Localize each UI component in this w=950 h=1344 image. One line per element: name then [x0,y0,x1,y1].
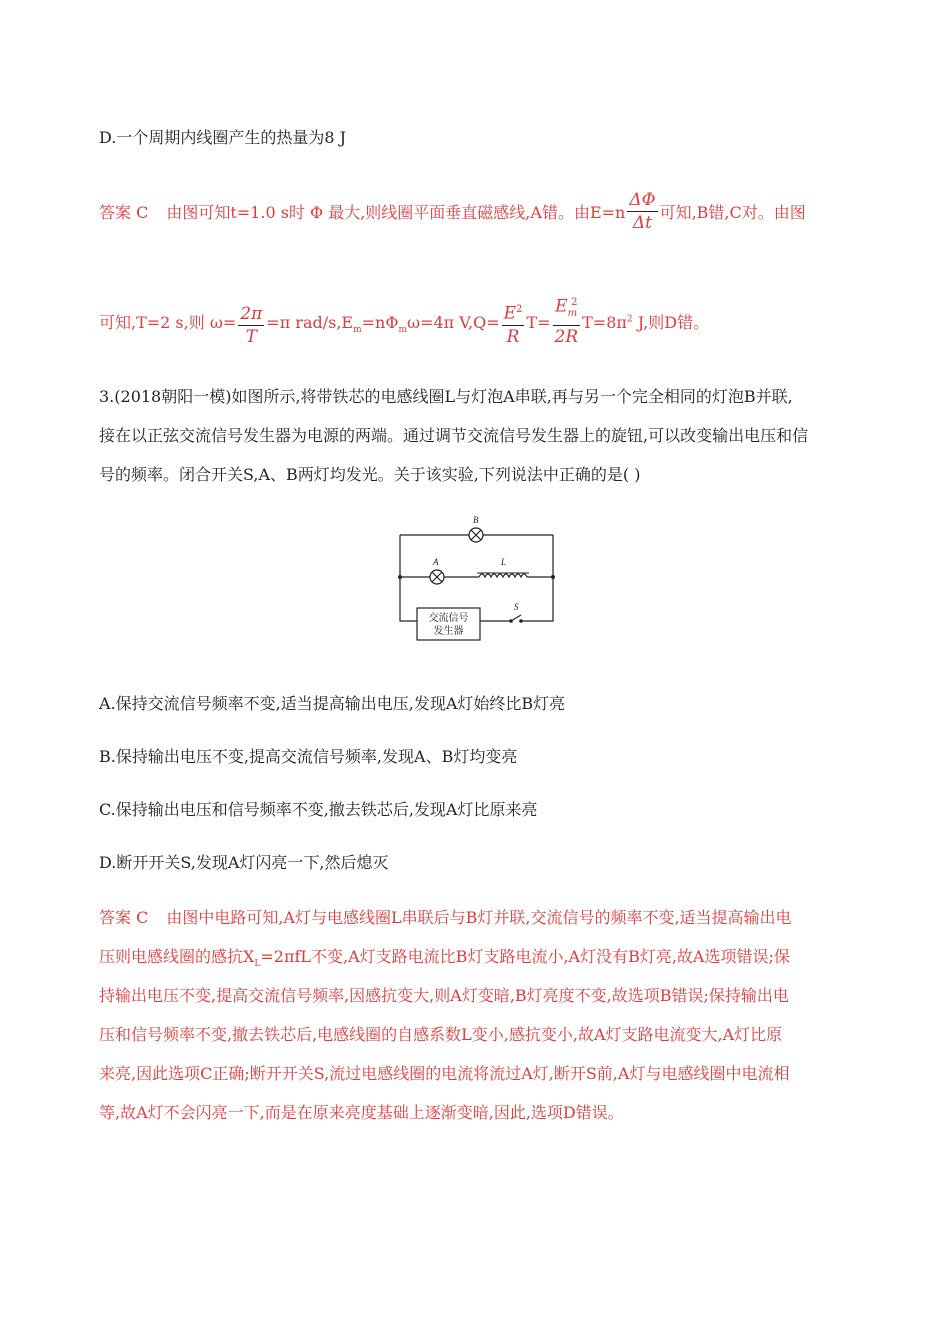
label-s: S [514,602,519,612]
fraction-numerator: ΔΦ [629,190,656,210]
label-l: L [501,557,507,567]
q3-answer-line-2 [99,946,849,975]
subscript: m [398,325,408,336]
q3-answer-line-6: 等,故A灯不会闪亮一下,而是在原来亮度基础上逐渐变暗,因此,选项D错误。 [99,1103,624,1122]
fraction-e2-over-r [502,299,525,348]
q3-option-a: A.保持交流信号频率不变,适当提高输出电压,发现A灯始终比B灯亮 [99,694,566,713]
fraction-2pi-over-t [238,303,264,348]
q3-option-c: C.保持输出电压和信号频率不变,撤去铁芯后,发现A灯比原来亮 [99,800,538,819]
switch-contact [509,619,513,623]
lamp-b-cross [471,530,481,540]
lamp-a-cross [432,572,442,582]
generator-label-1: 交流信号 [428,613,469,624]
fraction-denominator: Δt [632,213,652,233]
q3-stem-line-1: 3.(2018朝阳一模)如图所示,将带铁芯的电感线圈L与灯泡A串联,再与另一个完全相同的灯泡B并联, [99,387,793,406]
q3-answer-line-5: 来亮,因此选项C正确;断开开关S,流过电感线圈的电流将流过A灯,断开S前,A灯与电感线圈中电流相 [99,1064,790,1083]
numerator-symbol: E [503,304,517,325]
fraction-delta-phi-over-delta-t [627,189,657,234]
numerator-symbol: E [555,296,568,317]
subscript: m [567,308,578,320]
answer-text: 由图可知t=1.0 s时 Φ 最大,则线圈平面垂直磁感线,A错。由E=n [166,203,626,222]
right-wire [521,535,553,621]
answer-text: 由图中电路可知,A灯与电感线圈L串联后与B灯并联,交流信号的频率不变,适当提高输出电 [166,908,792,927]
answer-text: =π rad/s,E [266,313,354,333]
answer-text: T= [526,313,551,333]
fraction-em2-over-2r [553,292,581,348]
fraction-numerator [553,292,581,326]
answer-text: ω=4π V,Q= [407,313,500,333]
answer-text: J,则D错。 [632,313,710,333]
q2-option-d: D.一个周期内线圈产生的热量为8 J [99,128,347,147]
q3-option-d: D.断开开关S,发现A灯闪亮一下,然后熄灭 [99,853,389,872]
circuit-diagram [395,513,560,643]
generator-label-2: 发生器 [433,626,464,637]
fraction-numerator [502,299,525,326]
inductor-coil [479,574,527,577]
switch-contact [519,619,523,623]
label-b: B [473,515,479,525]
fraction-denominator: 2R [554,327,579,348]
superscript: 2 [626,314,633,325]
left-wire [400,535,417,621]
q2-answer-line-1 [99,189,849,234]
q3-answer-line-3: 持输出电压不变,提高交流信号频率,因感抗变大,则A灯变暗,B灯亮度不变,故选项B错误;保持输出电 [99,986,789,1005]
junction-left [398,575,402,579]
label-a: A [433,557,439,567]
junction-right [551,575,555,579]
answer-text: 压则电感线圈的感抗X [99,947,255,966]
q3-answer-line-4: 压和信号频率不变,撤去铁芯后,电感线圈的自感系数L变小,感抗变小,故A灯支路电流变大,A灯比原 [99,1025,783,1044]
answer-text: =2πfL不变,A灯支路电流比B灯支路电流小,A灯没有B灯亮,故A选项错误;保 [260,947,790,966]
q3-answer-line-1 [99,907,849,929]
answer-text: =nΦ [361,313,399,333]
answer-label: 答案 C [99,203,149,222]
answer-text: 可知,B错,C对。由图 [659,203,806,222]
answer-text: 可知,T=2 s,则 ω= [99,313,237,333]
fraction-denominator: R [506,327,520,348]
answer-text: T=8π [582,313,627,333]
superscript: 2 [516,304,523,316]
q2-answer-line-2 [99,292,849,348]
fraction-denominator: T [245,327,257,348]
q3-stem-line-2: 接在以正弦交流信号发生器为电源的两端。通过调节交流信号发生器上的旋钮,可以改变输出电压和信 [99,426,809,445]
q3-stem-line-3: 号的频率。闭合开关S,A、B两灯均发光。关于该实验,下列说法中正确的是( ) [99,465,641,484]
fraction-numerator: 2π [240,304,263,325]
q3-option-b: B.保持输出电压不变,提高交流信号频率,发现A、B灯均变亮 [99,747,518,766]
subscript: L [254,959,261,970]
superscript: 2 [571,297,578,308]
subscript: m [353,325,362,336]
answer-label: 答案 C [99,908,149,927]
